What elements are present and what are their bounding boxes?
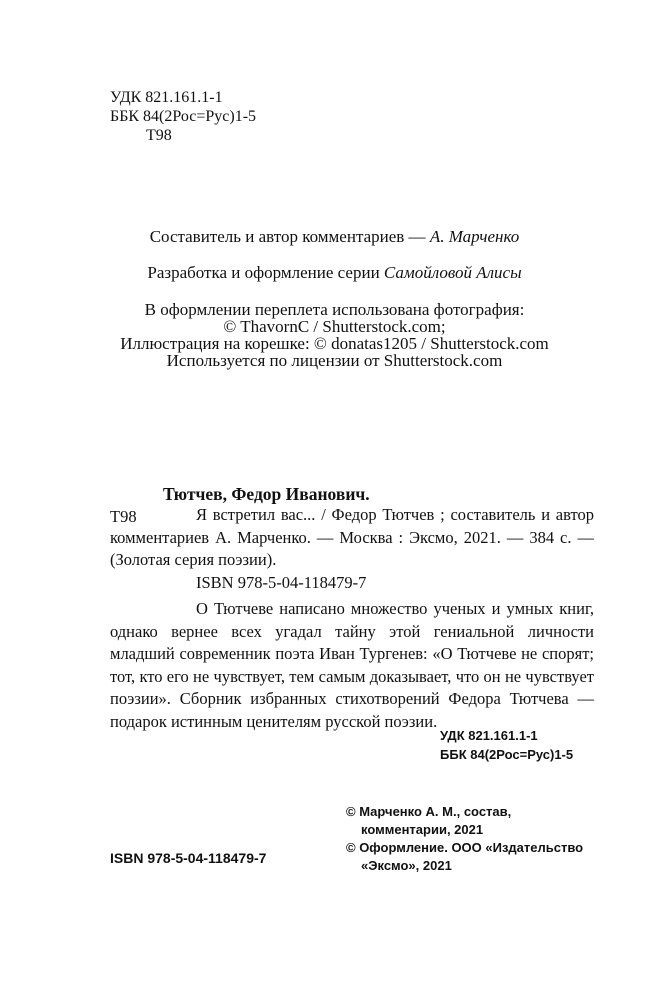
catalog-annotation-text: О Тютчеве написано множество ученых и умных книг, однако вернее всех угадал тайну этой гениальной личности младший современник поэта Иван Тургенев: «О Тютчеве не спорят; тот, кто его не чувствует, тем самым доказывает, что он не чувствует поэзии». Сборник избранных стихотворений Федора Тютчева — подарок истинным ценителям русской поэзии.: [110, 599, 594, 731]
cover-photo-line-3: Иллюстрация на корешке: © donatas1205 / Shutterstock.com: [120, 334, 549, 353]
catalog-description: [110, 504, 594, 572]
udk-top: УДК 821.161.1-1: [110, 89, 223, 106]
copyright-line-3: © Оформление. ООО «Издательство: [346, 840, 584, 855]
compiler-label: Составитель и автор комментариев —: [149, 227, 430, 246]
cover-photo-line-4: Используется по лицензии от Shutterstock.com: [166, 351, 503, 370]
catalog-description-text: Я встретил вас... / Федор Тютчев ; составитель и автор комментариев А. Марченко. — Москва : Эксмо, 2021. — 384 с. — (Золотая серия поэзии).: [110, 505, 594, 569]
design-credit: [0, 263, 669, 282]
catalog-author-mark: Т98: [110, 507, 137, 526]
catalog-isbn: ISBN 978-5-04-118479-7: [196, 573, 367, 592]
catalog-udk: УДК 821.161.1-1: [440, 728, 538, 743]
catalog-annotation: [110, 598, 594, 733]
copyright-line-2: комментарии, 2021: [361, 822, 484, 837]
copyright-line-4: «Эксмо», 2021: [361, 858, 452, 873]
bbk-top: ББК 84(2Рос=Рус)1-5: [110, 108, 257, 125]
cover-photo-line-1: В оформлении переплета использована фотография:: [144, 300, 525, 319]
cover-photo-line-2: © ThavornC / Shutterstock.com;: [223, 317, 446, 336]
author-mark-top: Т98: [146, 127, 172, 144]
copyright-line-1: © Марченко А. М., состав,: [346, 804, 512, 819]
isbn-bottom: ISBN 978-5-04-118479-7: [110, 850, 267, 866]
catalog-author-heading: Тютчев, Федор Иванович.: [163, 484, 370, 504]
compiler-credit: [0, 227, 669, 246]
catalog-bbk: ББК 84(2Рос=Рус)1-5: [440, 747, 574, 762]
compiler-name: А. Марченко: [429, 227, 520, 246]
design-name: Самойловой Алисы: [383, 263, 522, 282]
design-label: Разработка и оформление серии: [147, 263, 384, 282]
